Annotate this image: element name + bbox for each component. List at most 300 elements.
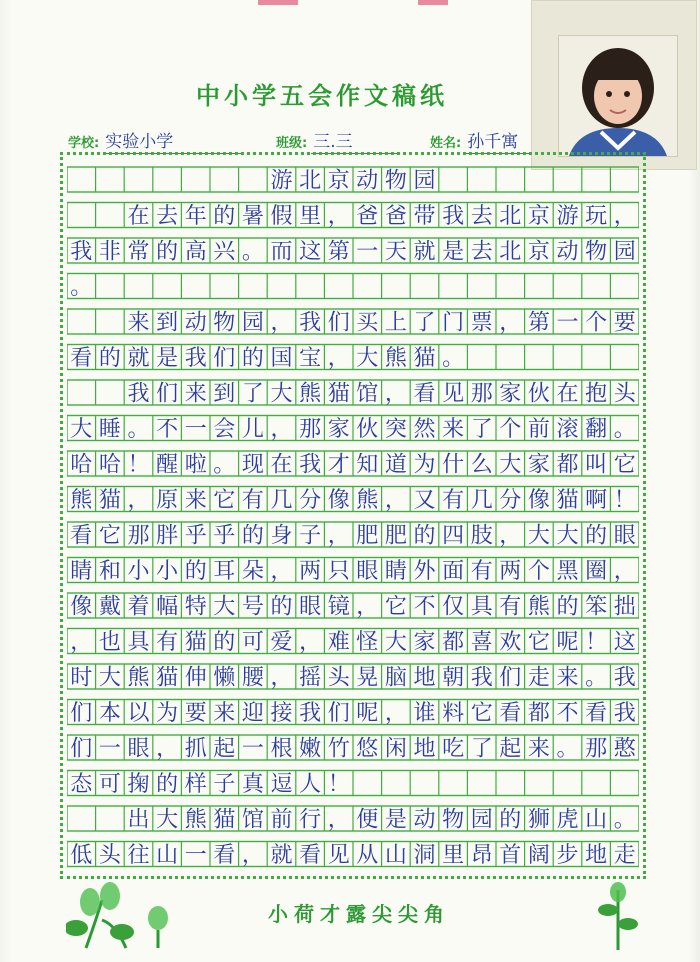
essay-paragraph-4-char: 山 <box>156 843 179 868</box>
essay-paragraph-4-char: 低 <box>70 843 93 868</box>
essay-paragraph-1-char: 动 <box>556 239 579 265</box>
essay-paragraph-3-char: 有 <box>442 488 465 513</box>
essay-paragraph-3-char: ， <box>327 523 350 549</box>
essay-paragraph-2-char: 宝 <box>299 346 322 371</box>
essay-paragraph-3-char: 抓 <box>184 736 207 762</box>
essay-paragraph-1-char: 去 <box>470 204 493 229</box>
essay-paragraph-1-char: 年 <box>184 204 207 229</box>
essay-paragraph-4-char: 步 <box>556 843 579 868</box>
essay-paragraph-2-char: 猫 <box>413 346 436 371</box>
essay-paragraph-3-char: 我 <box>470 665 493 691</box>
essay-paragraph-1-char: 。 <box>70 275 93 300</box>
essay-paragraph-3-char: 那 <box>470 381 493 407</box>
grid-row <box>67 487 639 512</box>
essay-paragraph-3-char: 地 <box>413 665 436 691</box>
essay-paragraph-3-char: 翻 <box>585 417 608 442</box>
essay-paragraph-3-char: 要 <box>184 701 207 726</box>
essay-paragraph-3-char: 的 <box>184 559 207 584</box>
essay-paragraph-1-char: 兴 <box>213 239 236 265</box>
essay-paragraph-3-char: 到 <box>213 381 236 407</box>
paper-title: 中小学五会作文稿纸 <box>196 82 448 110</box>
essay-paragraph-3-char: ， <box>156 736 179 762</box>
essay-paragraph-4-char: 走 <box>613 843 636 868</box>
grid-row <box>67 558 639 583</box>
essay-paragraph-3-char: 迎 <box>241 701 264 726</box>
essay-paragraph-3-char: 那 <box>585 736 608 762</box>
essay-paragraph-4-char: 猫 <box>213 807 236 833</box>
essay-paragraph-2-char: 第 <box>527 310 550 336</box>
essay-paragraph-3-char: 大 <box>556 523 579 549</box>
essay-paragraph-3-char: 可 <box>98 772 121 797</box>
grid-row <box>67 629 639 654</box>
essay-paragraph-3-char: 朵 <box>241 559 264 584</box>
essay-paragraph-4-char: 就 <box>270 843 293 868</box>
essay-paragraph-3-char: 猫 <box>556 488 579 513</box>
essay-paragraph-1-char: ， <box>327 204 350 229</box>
essay-paragraph-3-char: 那 <box>299 417 322 442</box>
essay-paragraph-3-char: 眼 <box>127 736 150 762</box>
essay-paragraph-1-char: 物 <box>585 239 608 265</box>
essay-paragraph-3-char: 大 <box>213 594 236 620</box>
school-label: 学校: <box>68 136 100 151</box>
essay-paragraph-3-char: 眼 <box>356 559 379 584</box>
essay-paragraph-3-char: ， <box>356 594 379 620</box>
essay-paragraph-3-char: 戴 <box>98 594 121 620</box>
essay-paragraph-3-char: 大 <box>70 417 93 442</box>
essay-paragraph-3-char: 和 <box>98 559 121 584</box>
essay-paragraph-1-char: 北 <box>499 239 522 265</box>
essay-paragraph-3-char: 。 <box>213 452 236 478</box>
essay-title-char: 动 <box>356 168 379 194</box>
essay-paragraph-3-char: 在 <box>270 452 293 478</box>
essay-paragraph-4-char: 从 <box>356 843 379 868</box>
essay-paragraph-4-char: 昂 <box>470 843 493 868</box>
essay-paragraph-2-char: ， <box>499 310 522 336</box>
grid-row <box>67 416 639 441</box>
essay-paragraph-3-char: 着 <box>127 594 150 620</box>
essay-paragraph-2-char: 买 <box>356 310 379 336</box>
essay-paragraph-4-char: 出 <box>127 807 150 833</box>
essay-paragraph-3-char: 乎 <box>184 523 207 549</box>
essay-paragraph-2-char: 一 <box>556 310 579 336</box>
essay-paragraph-3-char: 我 <box>127 381 150 407</box>
flower-decoration-icon <box>66 880 176 950</box>
essay-paragraph-3-char: 黑 <box>556 559 579 584</box>
essay-paragraph-4-char: 里 <box>442 843 465 868</box>
grid-row <box>67 167 639 192</box>
essay-paragraph-1-char: 是 <box>442 239 465 265</box>
essay-paragraph-1-char: 一 <box>356 239 379 265</box>
essay-paragraph-3-char: 看 <box>499 701 522 726</box>
essay-paragraph-3-char: 不 <box>556 701 579 726</box>
essay-paragraph-3-char: 的 <box>270 594 293 620</box>
essay-title-char: 北 <box>299 168 322 194</box>
essay-paragraph-3-char: 吃 <box>442 736 465 762</box>
essay-paragraph-3-char: 馆 <box>356 381 379 407</box>
class-value: 三.三 <box>311 127 399 154</box>
class-field <box>276 127 399 152</box>
essay-paragraph-3-char: 了 <box>470 417 493 442</box>
essay-paragraph-2-char: ， <box>327 346 350 371</box>
essay-paragraph-3-char: 么 <box>470 452 493 478</box>
essay-paragraph-2-char: 要 <box>613 310 636 336</box>
essay-paragraph-3-char: 了 <box>470 736 493 762</box>
essay-paragraph-4-char: 阔 <box>527 843 550 868</box>
school-field <box>68 127 241 152</box>
essay-paragraph-3-char: 起 <box>499 736 522 762</box>
footer-slogan: 小荷才露尖尖角 <box>268 902 450 926</box>
essay-paragraph-2-char: 到 <box>156 310 179 336</box>
essay-paragraph-3-char: 我 <box>299 701 322 726</box>
essay-paragraph-3-char: 笨 <box>585 594 608 620</box>
essay-paragraph-4-char: 一 <box>184 843 207 868</box>
essay-paragraph-4-char: 往 <box>127 843 150 868</box>
grid-row <box>67 380 639 405</box>
essay-paragraph-3-char: ， <box>384 381 407 407</box>
essay-paragraph-3-char: 又 <box>413 488 436 513</box>
essay-paragraph-3-char: 懒 <box>213 665 236 691</box>
essay-paragraph-3-char: 抱 <box>585 381 608 407</box>
essay-paragraph-1-char: 而 <box>270 239 293 265</box>
essay-paragraph-3-char: 们 <box>156 381 179 407</box>
essay-paragraph-3-char: 滚 <box>556 417 579 442</box>
class-label: 班级: <box>276 136 308 151</box>
grid-row <box>67 345 639 370</box>
essay-paragraph-3-char: ！ <box>585 630 608 655</box>
essay-paragraph-3-char: 们 <box>499 665 522 691</box>
essay-paragraph-4-char: 的 <box>499 807 522 833</box>
essay-paragraph-2-char: ， <box>270 310 293 336</box>
essay-paragraph-3-char: 一 <box>241 736 264 762</box>
essay-paragraph-3-char: 大 <box>384 630 407 655</box>
essay-paragraph-2-char: 的 <box>98 346 121 371</box>
essay-paragraph-2-char: 。 <box>442 346 465 371</box>
essay-paragraph-3-char: 脑 <box>384 665 407 691</box>
essay-paragraph-3-char: 儿 <box>241 417 264 442</box>
essay-paragraph-3-char: 猫 <box>327 381 350 407</box>
grid-row <box>67 842 639 867</box>
essay-paragraph-3-char: ， <box>613 559 636 584</box>
essay-paragraph-3-char: 了 <box>241 381 264 407</box>
essay-paragraph-2-char: 我 <box>299 310 322 336</box>
essay-paragraph-3-char: 竹 <box>327 736 350 762</box>
essay-paragraph-3-char: 朝 <box>442 665 465 691</box>
essay-paragraph-3-char: 身 <box>270 523 293 549</box>
essay-paragraph-3-char: 知 <box>356 452 379 478</box>
essay-paragraph-4-char: ， <box>327 807 350 833</box>
essay-paragraph-3-char: 头 <box>327 665 350 691</box>
essay-paragraph-3-char: 有 <box>156 630 179 655</box>
essay-paragraph-3-char: 特 <box>184 594 207 620</box>
essay-paragraph-1-char: 第 <box>327 239 350 265</box>
essay-paragraph-3-char: 熊 <box>299 381 322 407</box>
essay-paragraph-4-char: 山 <box>384 843 407 868</box>
essay-paragraph-3-char: 它 <box>613 452 636 478</box>
essay-paragraph-3-char: 都 <box>442 630 465 655</box>
essay-paragraph-3-char: 看 <box>413 381 436 407</box>
essay-paragraph-3-char: 来 <box>442 417 465 442</box>
essay-paragraph-3-char: 小 <box>156 559 179 584</box>
essay-paragraph-3-char: 伙 <box>527 381 550 407</box>
essay-paragraph-3-char: 呢 <box>356 701 379 726</box>
essay-paragraph-3-char: 分 <box>299 488 322 513</box>
essay-paragraph-3-char: 现 <box>241 452 264 478</box>
essay-paragraph-3-char: ， <box>384 488 407 513</box>
essay-paragraph-3-char: 猫 <box>98 488 121 513</box>
grid-row <box>67 451 639 476</box>
grid-row <box>67 238 639 263</box>
essay-paragraph-1-char: 带 <box>413 204 436 229</box>
essay-paragraph-3-char: 有 <box>499 594 522 620</box>
essay-paragraph-3-char: 大 <box>98 665 121 691</box>
essay-paragraph-2-char: 看 <box>70 346 93 371</box>
essay-paragraph-3-char: ！ <box>327 772 350 797</box>
grid-row <box>67 203 639 228</box>
essay-paragraph-3-char: 家 <box>499 381 522 407</box>
grid-row <box>67 522 639 547</box>
essay-paragraph-3-char: 个 <box>499 417 522 442</box>
essay-paragraph-3-char: 它 <box>98 523 121 549</box>
essay-paragraph-3-char: 喜 <box>470 630 493 655</box>
essay-paragraph-2-char: 来 <box>127 310 150 336</box>
essay-paragraph-3-char: 两 <box>299 559 322 584</box>
essay-paragraph-1-char: 游 <box>556 204 579 229</box>
essay-paragraph-3-char: 有 <box>470 559 493 584</box>
essay-paragraph-3-char: 。 <box>585 665 608 691</box>
essay-paragraph-1-char: 爸 <box>384 204 407 229</box>
essay-paragraph-3-char: 会 <box>213 417 236 442</box>
essay-paragraph-3-char: 幅 <box>156 594 179 620</box>
essay-paragraph-3-char: 人 <box>299 772 322 797</box>
essay-paragraph-4-char: 山 <box>585 807 608 833</box>
essay-paragraph-3-char: 它 <box>527 630 550 655</box>
essay-title-char: 京 <box>327 168 350 194</box>
essay-paragraph-1-char: 天 <box>384 239 407 265</box>
essay-paragraph-2-char: 是 <box>156 346 179 371</box>
essay-paragraph-3-char: 可 <box>241 630 264 655</box>
essay-paragraph-3-char: 。 <box>613 417 636 442</box>
essay-paragraph-3-char: 。 <box>556 736 579 762</box>
essay-paragraph-3-char: 也 <box>98 630 121 655</box>
essay-paragraph-3-char: 拙 <box>613 594 636 620</box>
essay-paragraph-3-char: 面 <box>442 559 465 584</box>
essay-title-char: 园 <box>413 168 436 194</box>
essay-paragraph-3-char: 根 <box>270 736 293 762</box>
essay-paragraph-3-char: 它 <box>470 701 493 726</box>
essay-paragraph-4-char: 园 <box>470 807 493 833</box>
essay-paragraph-3-char: 不 <box>156 417 179 442</box>
essay-paragraph-3-char: 难 <box>327 630 350 655</box>
essay-title-char: 物 <box>384 168 407 194</box>
essay-paragraph-3-char: ， <box>299 630 322 655</box>
essay-paragraph-3-char: 猫 <box>156 665 179 691</box>
essay-paragraph-1-char: 假 <box>270 204 293 229</box>
essay-paragraph-2-char: 个 <box>585 310 608 336</box>
essay-paragraph-1-char: 。 <box>241 239 264 265</box>
essay-paragraph-3-char: 乎 <box>213 523 236 549</box>
essay-paragraph-3-char: 子 <box>213 772 236 797</box>
essay-paragraph-3-char: 像 <box>70 594 93 620</box>
essay-paragraph-3-char: 耳 <box>213 559 236 584</box>
essay-paragraph-3-char: 哈 <box>70 452 93 478</box>
essay-paragraph-3-char: 逗 <box>270 772 293 797</box>
essay-paragraph-1-char: 就 <box>413 239 436 265</box>
essay-paragraph-4-char: 行 <box>299 807 322 833</box>
essay-paragraph-3-char: 号 <box>241 594 264 620</box>
essay-paragraph-3-char: 然 <box>413 417 436 442</box>
photo-portrait <box>558 35 678 157</box>
essay-paragraph-3-char: 熊 <box>127 665 150 691</box>
essay-paragraph-3-char: 。 <box>127 417 150 442</box>
essay-paragraph-3-char: 欢 <box>499 630 522 655</box>
essay-paragraph-3-char: ！ <box>127 452 150 478</box>
essay-paragraph-4-char: 虎 <box>556 807 579 833</box>
essay-paragraph-2-char: 们 <box>213 346 236 371</box>
essay-paragraph-2-char: 国 <box>270 346 293 371</box>
essay-paragraph-3-char: 像 <box>327 488 350 513</box>
essay-paragraph-3-char: 熊 <box>356 488 379 513</box>
essay-paragraph-3-char: 为 <box>156 701 179 726</box>
essay-paragraph-3-char: 原 <box>156 488 179 513</box>
essay-paragraph-1-char: 里 <box>299 204 322 229</box>
essay-paragraph-3-char: 道 <box>384 452 407 478</box>
essay-paragraph-2-char: 熊 <box>384 346 407 371</box>
essay-paragraph-1-char: 的 <box>213 204 236 229</box>
essay-paragraph-4-char: 狮 <box>527 807 550 833</box>
essay-paragraph-3-char: 只 <box>327 559 350 584</box>
grid-row <box>67 274 639 299</box>
essay-paragraph-3-char: 几 <box>270 488 293 513</box>
essay-paragraph-3-char: 伸 <box>184 665 207 691</box>
essay-paragraph-3-char: 态 <box>70 772 93 797</box>
essay-paragraph-3-char: 的 <box>556 594 579 620</box>
essay-paragraph-1-char: 北 <box>499 204 522 229</box>
essay-paragraph-1-char: 非 <box>98 239 121 265</box>
essay-paragraph-3-char: 走 <box>527 665 550 691</box>
essay-title-char: 游 <box>270 168 293 194</box>
essay-paragraph-1-char: 京 <box>527 204 550 229</box>
essay-paragraph-4-char: 。 <box>613 807 636 833</box>
essay-paragraph-3-char: 看 <box>70 523 93 549</box>
essay-paragraph-4-char: 头 <box>98 843 121 868</box>
essay-paragraph-3-char: 都 <box>527 701 550 726</box>
essay-paragraph-1-char: 去 <box>470 239 493 265</box>
essay-paragraph-3-char: 接 <box>270 701 293 726</box>
essay-paragraph-1-char: 高 <box>184 239 207 265</box>
essay-paragraph-3-char: 家 <box>327 417 350 442</box>
essay-paragraph-2-char: 票 <box>470 310 493 336</box>
essay-paragraph-3-char: 肢 <box>470 523 493 549</box>
essay-paragraph-3-char: 它 <box>384 594 407 620</box>
essay-paragraph-3-char: 真 <box>241 772 264 797</box>
essay-paragraph-3-char: 眼 <box>299 594 322 620</box>
top-edge-mark <box>258 0 298 5</box>
grid-row <box>67 700 639 725</box>
essay-paragraph-3-char: 来 <box>527 736 550 762</box>
essay-paragraph-3-char: 大 <box>527 523 550 549</box>
essay-paragraph-3-char: 憨 <box>613 736 636 762</box>
essay-paragraph-3-char: 什 <box>442 452 465 478</box>
essay-paragraph-3-char: 圈 <box>585 559 608 584</box>
essay-paragraph-3-char: ， <box>70 630 93 655</box>
essay-paragraph-3-char: 看 <box>585 701 608 726</box>
essay-paragraph-3-char: 的 <box>156 772 179 797</box>
essay-paragraph-3-char: 大 <box>270 381 293 407</box>
essay-paragraph-1-char: 京 <box>527 239 550 265</box>
essay-paragraph-3-char: 才 <box>327 452 350 478</box>
essay-paragraph-3-char: ， <box>384 701 407 726</box>
essay-paragraph-2-char: 动 <box>184 310 207 336</box>
essay-paragraph-3-char: 睛 <box>70 559 93 584</box>
grid-row <box>67 593 639 618</box>
essay-paragraph-2-char: 们 <box>327 310 350 336</box>
essay-paragraph-3-char: 样 <box>184 772 207 797</box>
essay-paragraph-3-char: 哈 <box>98 452 121 478</box>
essay-paragraph-3-char: 来 <box>556 665 579 691</box>
essay-paragraph-3-char: 个 <box>527 559 550 584</box>
essay-paragraph-3-char: 大 <box>499 452 522 478</box>
essay-paragraph-3-char: 头 <box>613 381 636 407</box>
essay-paragraph-4-char: 是 <box>384 807 407 833</box>
essay-paragraph-3-char: 时 <box>70 665 93 691</box>
essay-paragraph-2-char: 了 <box>413 310 436 336</box>
essay-paragraph-3-char: 见 <box>442 381 465 407</box>
essay-paragraph-3-char: 闲 <box>384 736 407 762</box>
essay-paragraph-3-char: 具 <box>470 594 493 620</box>
essay-paragraph-3-char: 嫩 <box>299 736 322 762</box>
essay-paragraph-4-char: 馆 <box>241 807 264 833</box>
essay-paragraph-3-char: 起 <box>213 736 236 762</box>
essay-paragraph-3-char: 家 <box>527 452 550 478</box>
essay-paragraph-4-char: 熊 <box>184 807 207 833</box>
essay-paragraph-3-char: 不 <box>413 594 436 620</box>
essay-paragraph-3-char: 的 <box>413 523 436 549</box>
essay-paragraph-1-char: 去 <box>156 204 179 229</box>
essay-paragraph-1-char: ， <box>613 204 636 229</box>
name-value: 孙千寓 <box>465 127 537 154</box>
essay-paragraph-3-char: 在 <box>556 381 579 407</box>
essay-paragraph-3-char: 肥 <box>384 523 407 549</box>
essay-paragraph-2-char: 园 <box>241 310 264 336</box>
essay-paragraph-3-char: 四 <box>442 523 465 549</box>
essay-paragraph-3-char: 啦 <box>184 452 207 478</box>
essay-paragraph-3-char: 猫 <box>184 630 207 655</box>
essay-paragraph-2-char: 我 <box>184 346 207 371</box>
essay-paragraph-3-char: 都 <box>556 452 579 478</box>
essay-paragraph-3-char: 熊 <box>527 594 550 620</box>
essay-paragraph-3-char: 们 <box>327 701 350 726</box>
essay-paragraph-4-char: 大 <box>156 807 179 833</box>
essay-paragraph-3-char: 分 <box>499 488 522 513</box>
essay-paragraph-3-char: 几 <box>470 488 493 513</box>
essay-paragraph-3-char: 以 <box>127 701 150 726</box>
essay-paragraph-3-char: 睛 <box>384 559 407 584</box>
essay-paragraph-3-char: 那 <box>127 523 150 549</box>
grid-row <box>67 806 639 831</box>
essay-paragraph-3-char: ， <box>270 559 293 584</box>
grid-row <box>67 309 639 334</box>
essay-paragraph-3-char: 啊 <box>585 488 608 513</box>
essay-paragraph-3-char: 熊 <box>70 488 93 513</box>
top-edge-mark <box>418 0 448 5</box>
essay-paragraph-3-char: 的 <box>213 630 236 655</box>
essay-paragraph-3-char: 来 <box>213 701 236 726</box>
essay-paragraph-3-char: 这 <box>613 630 636 655</box>
essay-paragraph-3-char: 我 <box>613 665 636 691</box>
essay-paragraph-3-char: ， <box>127 488 150 513</box>
essay-paragraph-1-char: 玩 <box>585 204 608 229</box>
essay-paragraph-3-char: 睡 <box>98 417 121 442</box>
